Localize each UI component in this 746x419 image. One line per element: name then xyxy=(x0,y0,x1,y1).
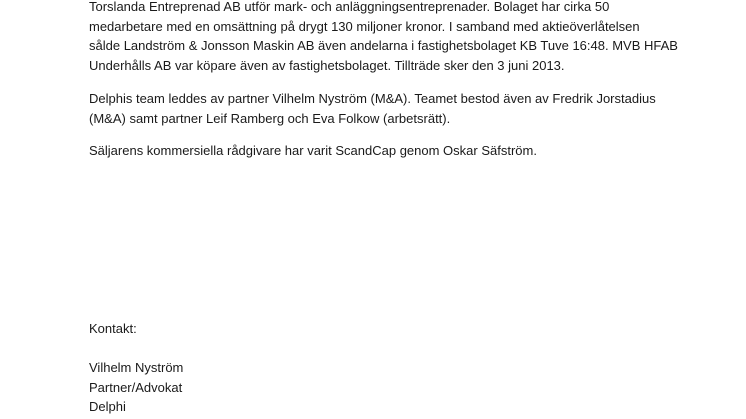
text-line: sålde Landström & Jonsson Maskin AB även andelarna i fastighetsbolaget KB Tuve 16:48. MVB HFAB xyxy=(89,38,678,54)
contact-title: Partner/Advokat xyxy=(89,379,183,395)
contact-details xyxy=(89,358,709,417)
text-line: Underhålls AB var köpare även av fastighetsbolaget. Tillträde sker den 3 juni 2013. xyxy=(89,57,565,73)
text-line: Säljarens kommersiella rådgivare har varit ScandCap genom Oskar Säfström. xyxy=(89,143,537,158)
text-line: Torslanda Entreprenad AB utför mark- och anläggningsentreprenader. Bolaget har cirka 50 xyxy=(89,0,610,14)
contact-label xyxy=(89,319,709,339)
paragraph-company-description xyxy=(89,0,709,75)
contact-company: Delphi xyxy=(89,399,126,415)
text-line: (M&A) samt partner Leif Ramberg och Eva Folkow (arbetsrätt). xyxy=(89,110,451,126)
contact-name: Vilhelm Nyström xyxy=(89,360,184,375)
paragraph-seller-advisor xyxy=(89,141,709,161)
text-line: medarbetare med en omsättning på drygt 130 miljoner kronor. I samband med aktieöverlåtelsen xyxy=(89,18,640,34)
text-line: Delphis team leddes av partner Vilhelm Nyström (M&A). Teamet bestod även av Fredrik Jorstadius xyxy=(89,91,656,106)
contact-heading: Kontakt: xyxy=(89,321,137,336)
paragraph-delphi-team xyxy=(89,89,709,128)
